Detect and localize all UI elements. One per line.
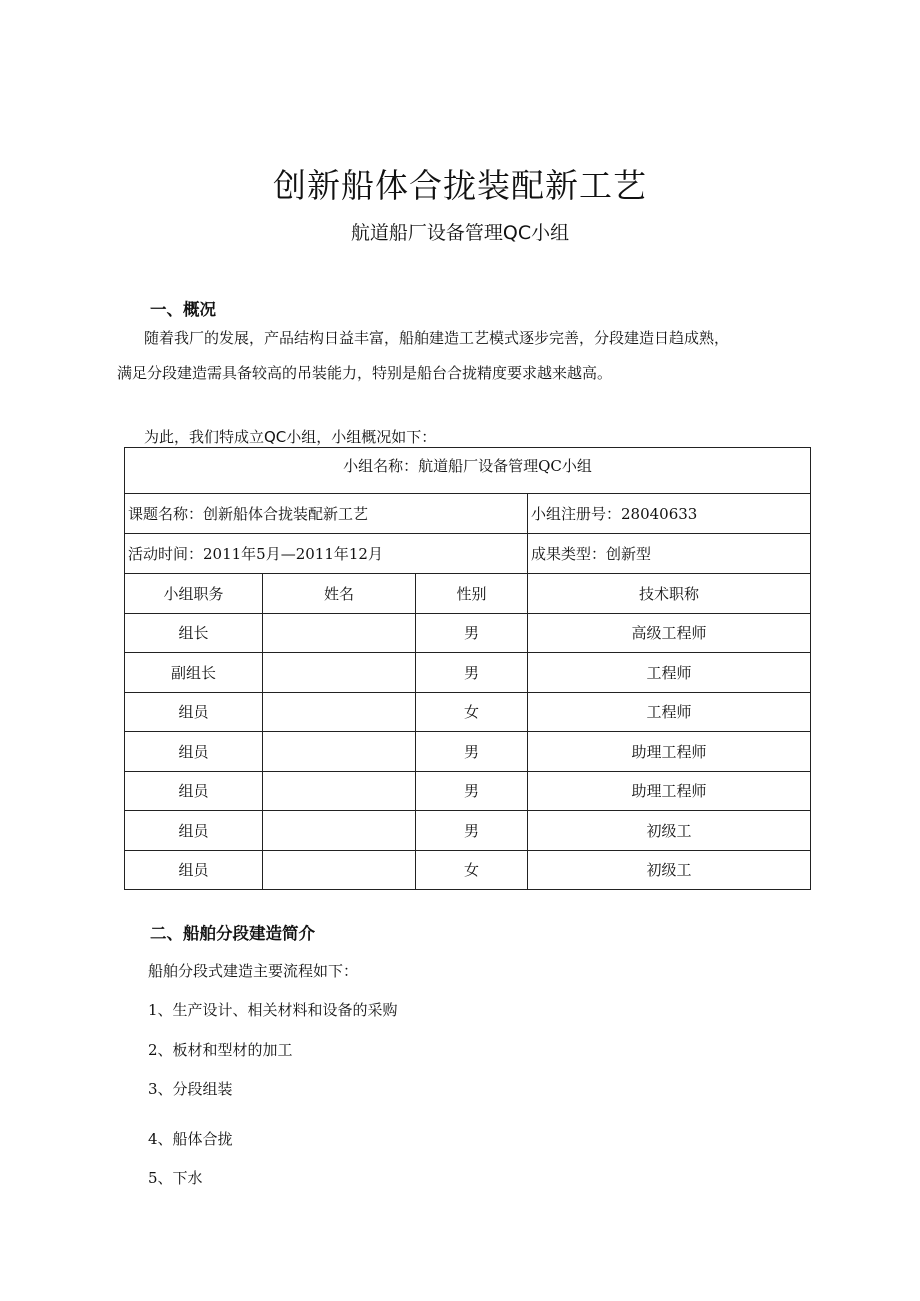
table-row bbox=[125, 653, 811, 693]
cell-title: 高级工程师 bbox=[528, 613, 811, 653]
cell-gender: 男 bbox=[416, 653, 528, 693]
column-header-gender: 性别 bbox=[416, 574, 528, 614]
table-row bbox=[125, 613, 811, 653]
column-header-name: 姓名 bbox=[263, 574, 416, 614]
cell-name bbox=[263, 653, 416, 693]
cell-gender: 男 bbox=[416, 811, 528, 851]
cell-role: 组员 bbox=[125, 771, 263, 811]
document-title: 创新船体合拢装配新工艺 bbox=[273, 166, 647, 205]
cell-role: 组员 bbox=[125, 692, 263, 732]
column-header-title: 技术职称 bbox=[528, 574, 811, 614]
list-item: 4、船体合拢 bbox=[148, 1130, 233, 1148]
cell-role: 组员 bbox=[125, 732, 263, 772]
cell-title: 助理工程师 bbox=[528, 732, 811, 772]
list-item: 3、分段组装 bbox=[148, 1080, 233, 1098]
table-row bbox=[125, 732, 811, 772]
cell-gender: 男 bbox=[416, 613, 528, 653]
cell-gender: 女 bbox=[416, 850, 528, 890]
list-item: 5、下水 bbox=[148, 1169, 203, 1187]
activity-time-cell: 活动时间：2011年5月—2011年12月 bbox=[125, 534, 528, 574]
cell-name bbox=[263, 850, 416, 890]
cell-name bbox=[263, 811, 416, 851]
cell-title: 初级工 bbox=[528, 850, 811, 890]
group-name-cell: 小组名称：航道船厂设备管理QC小组 bbox=[125, 448, 811, 494]
result-type-cell: 成果类型：创新型 bbox=[528, 534, 811, 574]
cell-role: 组员 bbox=[125, 811, 263, 851]
cell-title: 工程师 bbox=[528, 692, 811, 732]
cell-name bbox=[263, 613, 416, 653]
list-item: 2、板材和型材的加工 bbox=[148, 1041, 293, 1059]
paragraph-overview-line1: 随着我厂的发展，产品结构日益丰富，船舶建造工艺模式逐步完善，分段建造日趋成熟， bbox=[144, 329, 730, 347]
register-no-cell: 小组注册号：28040633 bbox=[528, 494, 811, 534]
cell-gender: 男 bbox=[416, 771, 528, 811]
cell-title: 工程师 bbox=[528, 653, 811, 693]
document-subtitle: 航道船厂设备管理QC小组 bbox=[350, 222, 570, 244]
section-heading-overview: 一、概况 bbox=[150, 300, 216, 319]
cell-gender: 男 bbox=[416, 732, 528, 772]
cell-role: 组长 bbox=[125, 613, 263, 653]
table-row bbox=[125, 534, 811, 574]
section-heading-block-construction: 二、船舶分段建造简介 bbox=[150, 924, 315, 943]
table-row bbox=[125, 850, 811, 890]
cell-role: 副组长 bbox=[125, 653, 263, 693]
table-header-row bbox=[125, 574, 811, 614]
qc-group-table bbox=[124, 447, 811, 890]
table-row bbox=[125, 448, 811, 494]
cell-role: 组员 bbox=[125, 850, 263, 890]
table-row bbox=[125, 494, 811, 534]
table-row bbox=[125, 692, 811, 732]
cell-gender: 女 bbox=[416, 692, 528, 732]
cell-name bbox=[263, 771, 416, 811]
table-row bbox=[125, 811, 811, 851]
table-row bbox=[125, 771, 811, 811]
paragraph-overview-line2: 满足分段建造需具备较高的吊装能力，特别是船台合拢精度要求越来越高。 bbox=[117, 364, 613, 382]
paragraph-group-intro: 为此，我们特成立QC小组，小组概况如下： bbox=[144, 428, 437, 446]
topic-name-cell: 课题名称：创新船体合拢装配新工艺 bbox=[125, 494, 528, 534]
cell-name bbox=[263, 732, 416, 772]
list-item: 1、生产设计、相关材料和设备的采购 bbox=[148, 1001, 398, 1019]
column-header-role: 小组职务 bbox=[125, 574, 263, 614]
paragraph-process-intro: 船舶分段式建造主要流程如下： bbox=[148, 962, 359, 980]
cell-name bbox=[263, 692, 416, 732]
cell-title: 初级工 bbox=[528, 811, 811, 851]
cell-title: 助理工程师 bbox=[528, 771, 811, 811]
